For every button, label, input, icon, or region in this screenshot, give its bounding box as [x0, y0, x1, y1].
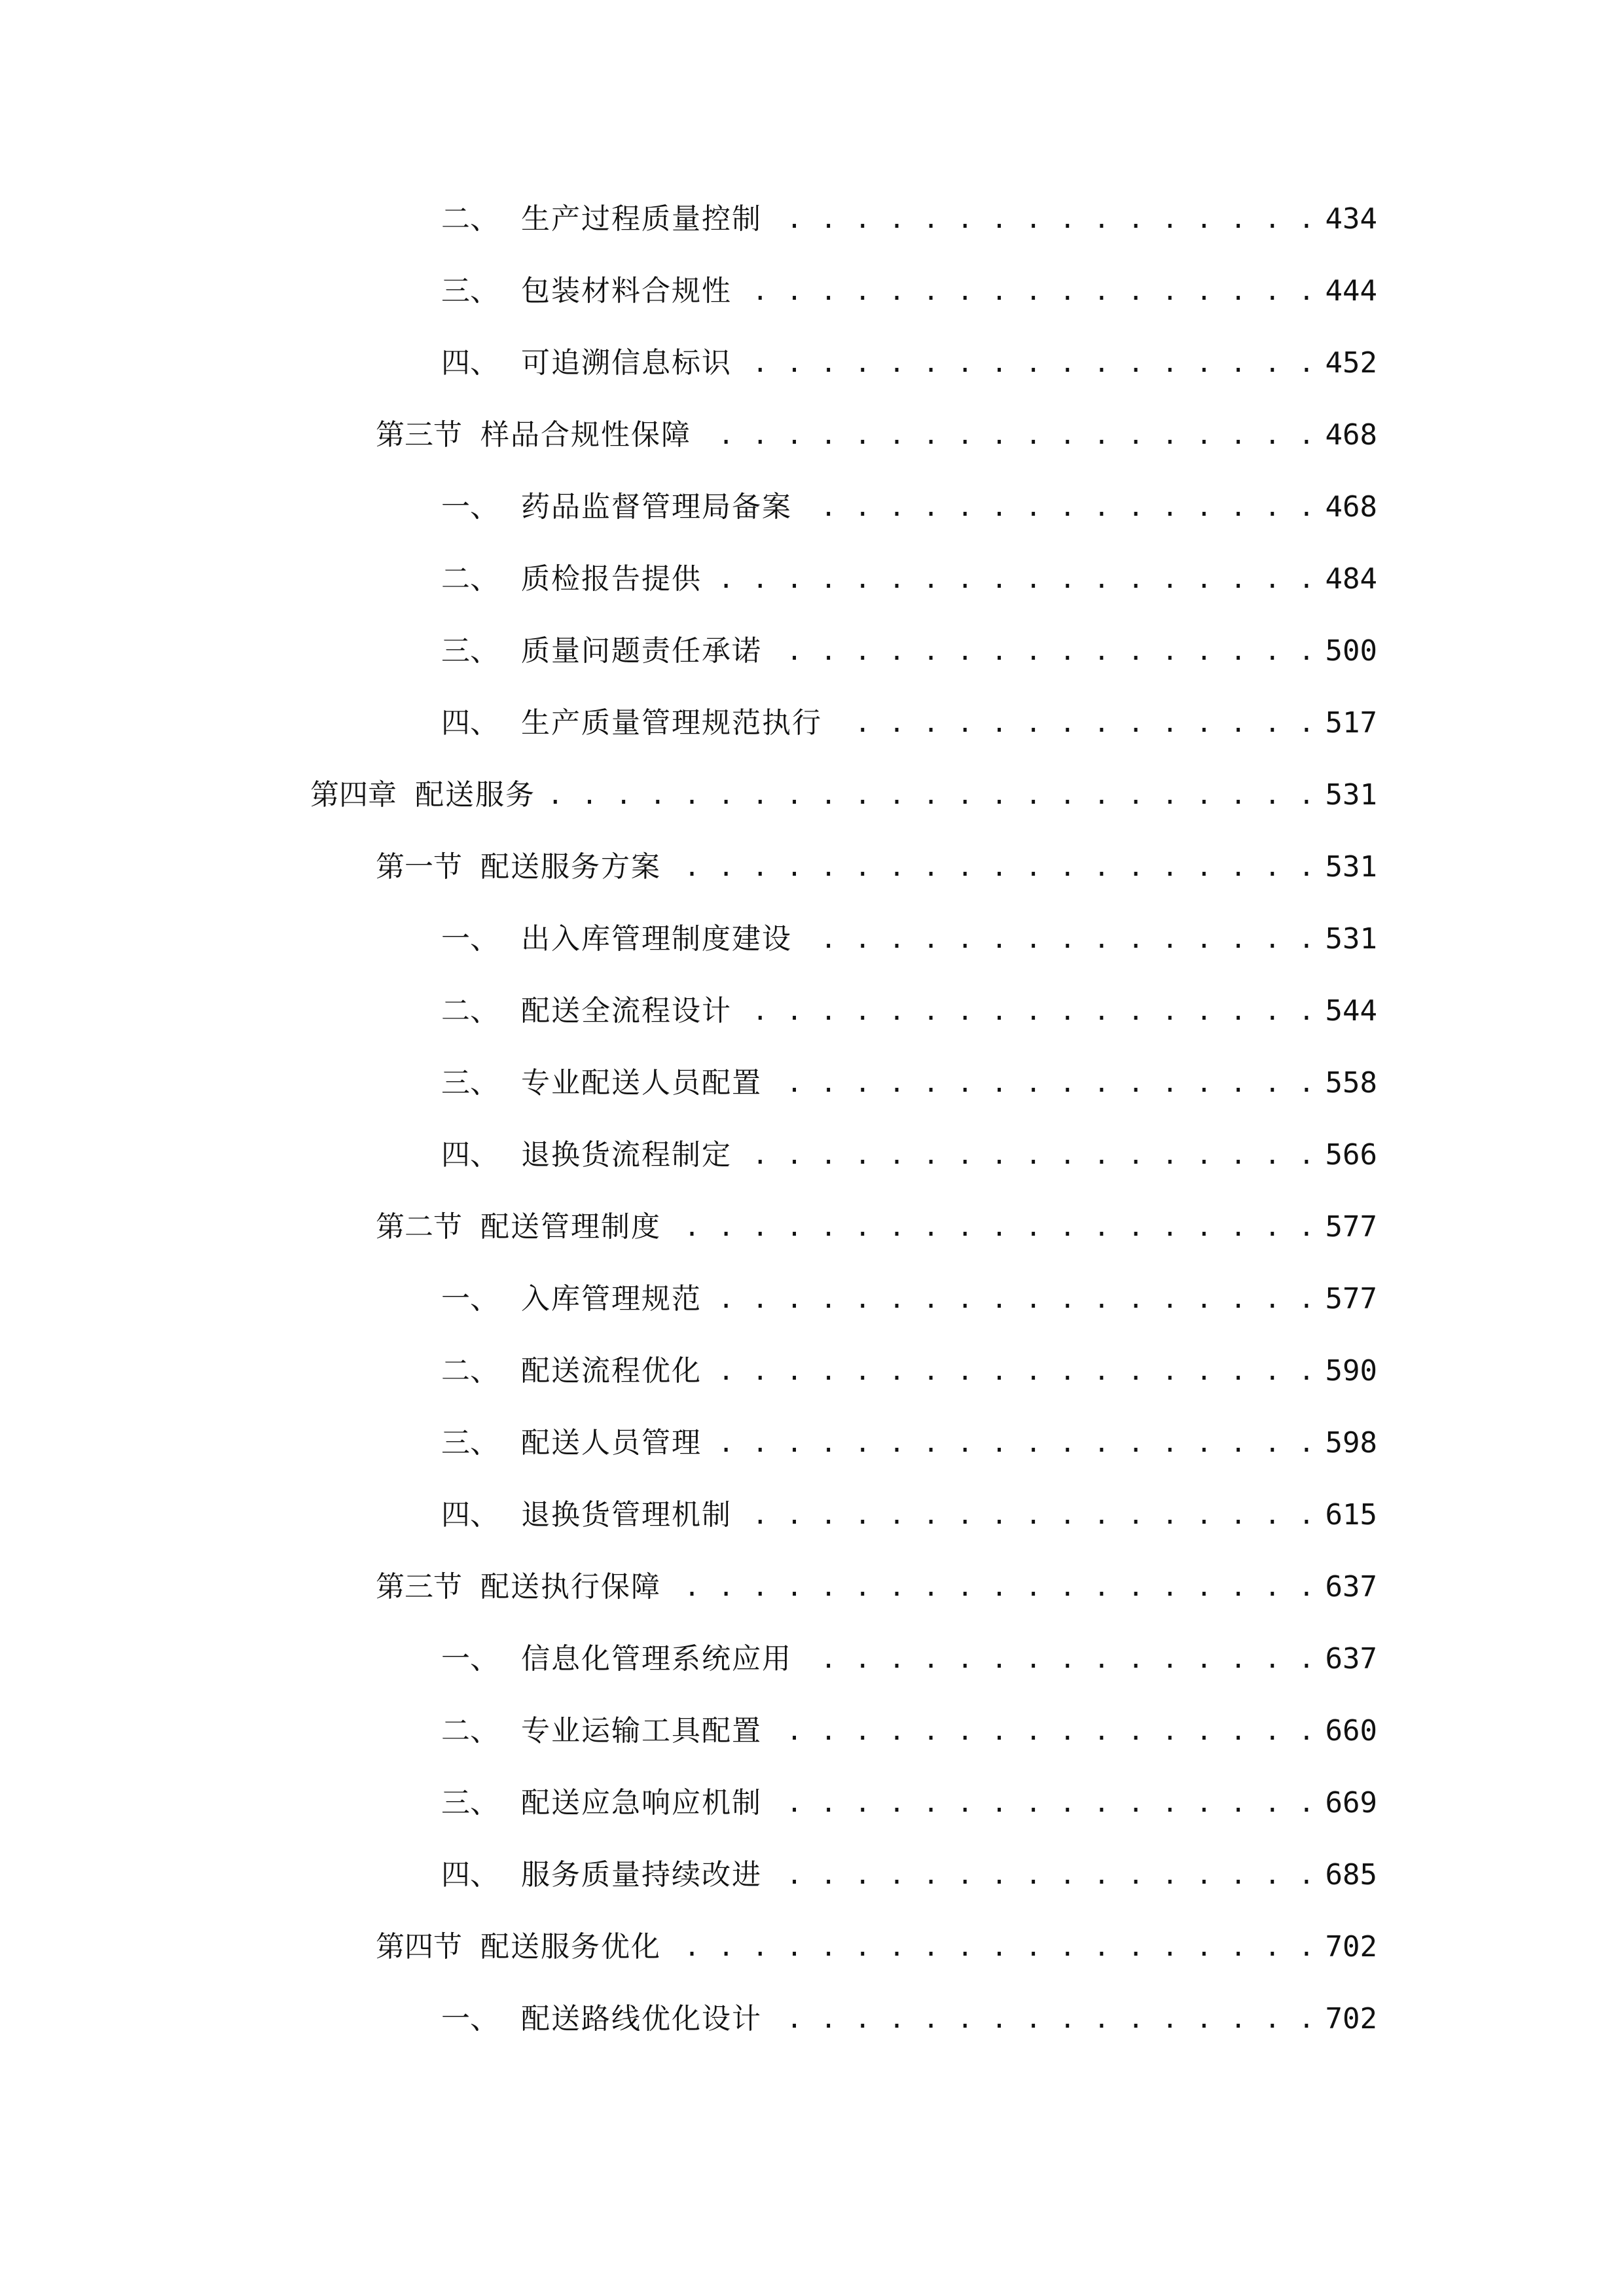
dot-leader: [803, 1636, 1316, 1682]
toc-entry-title: 配送服务: [415, 778, 535, 812]
dot-leader: [803, 484, 1316, 530]
dot-leader: [742, 1132, 1316, 1178]
toc-entry-number: 四、: [441, 1498, 499, 1532]
toc-entry[interactable]: [441, 1636, 1377, 1682]
toc-entry-page: 500: [1325, 634, 1377, 668]
toc-entry-page: 637: [1325, 1642, 1377, 1676]
toc-entry-page: 468: [1325, 418, 1377, 452]
dot-leader: [772, 1060, 1316, 1106]
toc-entry-number: 一、: [441, 1282, 499, 1316]
toc-entry-title: 出入库管理制度建设: [521, 922, 792, 956]
toc-entry-title: 生产质量管理规范执行: [521, 706, 822, 740]
toc-entry-number: 三、: [441, 634, 499, 668]
toc-entry-number: 一、: [441, 2002, 499, 2036]
dot-leader: [772, 628, 1316, 674]
toc-entry[interactable]: [441, 268, 1377, 314]
dot-leader: [672, 1204, 1316, 1250]
toc-section-entry[interactable]: [376, 844, 1377, 890]
toc-entry-number: 第三节: [376, 1570, 462, 1604]
dot-leader: [772, 1852, 1316, 1898]
toc-entry-number: 四、: [441, 346, 499, 380]
toc-entry-title: 配送应急响应机制: [521, 1786, 762, 1820]
toc-entry[interactable]: [441, 628, 1377, 674]
toc-entry-page: 660: [1325, 1714, 1377, 1748]
toc-entry-page: 544: [1325, 994, 1377, 1028]
dot-leader: [712, 1348, 1316, 1394]
dot-leader: [742, 988, 1316, 1034]
toc-entry[interactable]: [441, 484, 1377, 530]
toc-entry-number: 四、: [441, 706, 499, 740]
toc-entry-number: 第三节: [376, 418, 462, 452]
toc-entry[interactable]: [441, 700, 1377, 746]
toc-entry-number: 二、: [441, 1354, 499, 1388]
toc-entry[interactable]: [441, 1708, 1377, 1754]
toc-entry[interactable]: [441, 1420, 1377, 1466]
toc-entry[interactable]: [441, 196, 1377, 242]
toc-entry-number: 第四章: [310, 778, 397, 812]
toc-entry[interactable]: [441, 1492, 1377, 1538]
toc-section-entry[interactable]: [376, 1564, 1377, 1610]
toc-entry-title: 入库管理规范: [521, 1282, 702, 1316]
toc-entry-number: 一、: [441, 922, 499, 956]
toc-chapter-entry[interactable]: [310, 772, 1377, 818]
toc-entry-title: 专业配送人员配置: [521, 1066, 762, 1100]
toc-entry-title: 包装材料合规性: [521, 274, 732, 308]
toc-entry-page: 637: [1325, 1570, 1377, 1604]
toc-entry-page: 444: [1325, 274, 1377, 308]
toc-entry[interactable]: [441, 1780, 1377, 1826]
toc-entry-number: 四、: [441, 1138, 499, 1172]
toc-entry[interactable]: [441, 340, 1377, 386]
toc-entry-page: 531: [1325, 778, 1377, 812]
toc-entry-number: 二、: [441, 202, 499, 236]
toc-entry[interactable]: [441, 1060, 1377, 1106]
dot-leader: [546, 772, 1316, 818]
toc-entry-title: 信息化管理系统应用: [521, 1642, 792, 1676]
toc-entry-title: 退换货管理机制: [521, 1498, 732, 1532]
toc-entry[interactable]: [441, 916, 1377, 962]
toc-entry-title: 配送管理制度: [480, 1210, 661, 1244]
toc-entry-page: 615: [1325, 1498, 1377, 1532]
dot-leader: [742, 1492, 1316, 1538]
toc-entry-page: 566: [1325, 1138, 1377, 1172]
toc-entry-number: 三、: [441, 1066, 499, 1100]
dot-leader: [712, 1276, 1316, 1322]
toc-entry-page: 577: [1325, 1210, 1377, 1244]
toc-entry-title: 配送流程优化: [521, 1354, 702, 1388]
toc-entry-number: 三、: [441, 274, 499, 308]
dot-leader: [712, 1420, 1316, 1466]
toc-entry-page: 702: [1325, 1930, 1377, 1964]
toc-entry-number: 三、: [441, 1786, 499, 1820]
toc-entry-number: 一、: [441, 1642, 499, 1676]
toc-entry-page: 434: [1325, 202, 1377, 236]
toc-entry-number: 一、: [441, 490, 499, 524]
toc-entry-page: 669: [1325, 1786, 1377, 1820]
toc-entry[interactable]: [441, 1132, 1377, 1178]
toc-entry-page: 590: [1325, 1354, 1377, 1388]
toc-entry-title: 配送执行保障: [480, 1570, 661, 1604]
toc-entry[interactable]: [441, 1996, 1377, 2042]
toc-entry-page: 531: [1325, 850, 1377, 884]
dot-leader: [772, 1996, 1316, 2042]
toc-entry-number: 二、: [441, 562, 499, 596]
dot-leader: [742, 340, 1316, 386]
toc-entry-number: 第二节: [376, 1210, 462, 1244]
dot-leader: [672, 844, 1316, 890]
toc-entry-page: 484: [1325, 562, 1377, 596]
toc-entry-number: 第一节: [376, 850, 462, 884]
toc-entry[interactable]: [441, 988, 1377, 1034]
toc-entry-title: 退换货流程制定: [521, 1138, 732, 1172]
toc-entry-title: 质检报告提供: [521, 562, 702, 596]
toc-section-entry[interactable]: [376, 1924, 1377, 1970]
toc-entry-page: 468: [1325, 490, 1377, 524]
dot-leader: [672, 1564, 1316, 1610]
toc-entry-number: 三、: [441, 1426, 499, 1460]
toc-entry-number: 二、: [441, 1714, 499, 1748]
toc-entry-page: 685: [1325, 1858, 1377, 1892]
dot-leader: [803, 916, 1316, 962]
toc-entry-page: 598: [1325, 1426, 1377, 1460]
toc-entry-title: 质量问题责任承诺: [521, 634, 762, 668]
toc-entry-title: 生产过程质量控制: [521, 202, 762, 236]
toc-entry-title: 专业运输工具配置: [521, 1714, 762, 1748]
dot-leader: [772, 1708, 1316, 1754]
dot-leader: [772, 196, 1316, 242]
toc-entry-number: 四、: [441, 1858, 499, 1892]
toc-entry-title: 配送服务方案: [480, 850, 661, 884]
toc-entry-title: 配送路线优化设计: [521, 2002, 762, 2036]
toc-section-entry[interactable]: [376, 1204, 1377, 1250]
toc-entry-number: 第四节: [376, 1930, 462, 1964]
toc-entry-title: 配送全流程设计: [521, 994, 732, 1028]
toc-entry-page: 558: [1325, 1066, 1377, 1100]
dot-leader: [672, 1924, 1316, 1970]
toc-section-entry[interactable]: [376, 412, 1377, 458]
toc-entry-title: 配送服务优化: [480, 1930, 661, 1964]
dot-leader: [742, 268, 1316, 314]
toc-entry-page: 452: [1325, 346, 1377, 380]
dot-leader: [712, 556, 1316, 602]
toc-entry-page: 531: [1325, 922, 1377, 956]
dot-leader: [833, 700, 1316, 746]
toc-entry-page: 577: [1325, 1282, 1377, 1316]
toc-entry-title: 服务质量持续改进: [521, 1858, 762, 1892]
toc-entry[interactable]: [441, 1852, 1377, 1898]
toc-entry-title: 样品合规性保障: [480, 418, 691, 452]
dot-leader: [702, 412, 1316, 458]
toc-entry-title: 配送人员管理: [521, 1426, 702, 1460]
toc-entry-page: 702: [1325, 2002, 1377, 2036]
toc-entry[interactable]: [441, 1276, 1377, 1322]
toc-entry-number: 二、: [441, 994, 499, 1028]
toc-entry-title: 可追溯信息标识: [521, 346, 732, 380]
toc-entry[interactable]: [441, 1348, 1377, 1394]
toc-entry[interactable]: [441, 556, 1377, 602]
toc-entry-title: 药品监督管理局备案: [521, 490, 792, 524]
toc-entry-page: 517: [1325, 706, 1377, 740]
dot-leader: [772, 1780, 1316, 1826]
